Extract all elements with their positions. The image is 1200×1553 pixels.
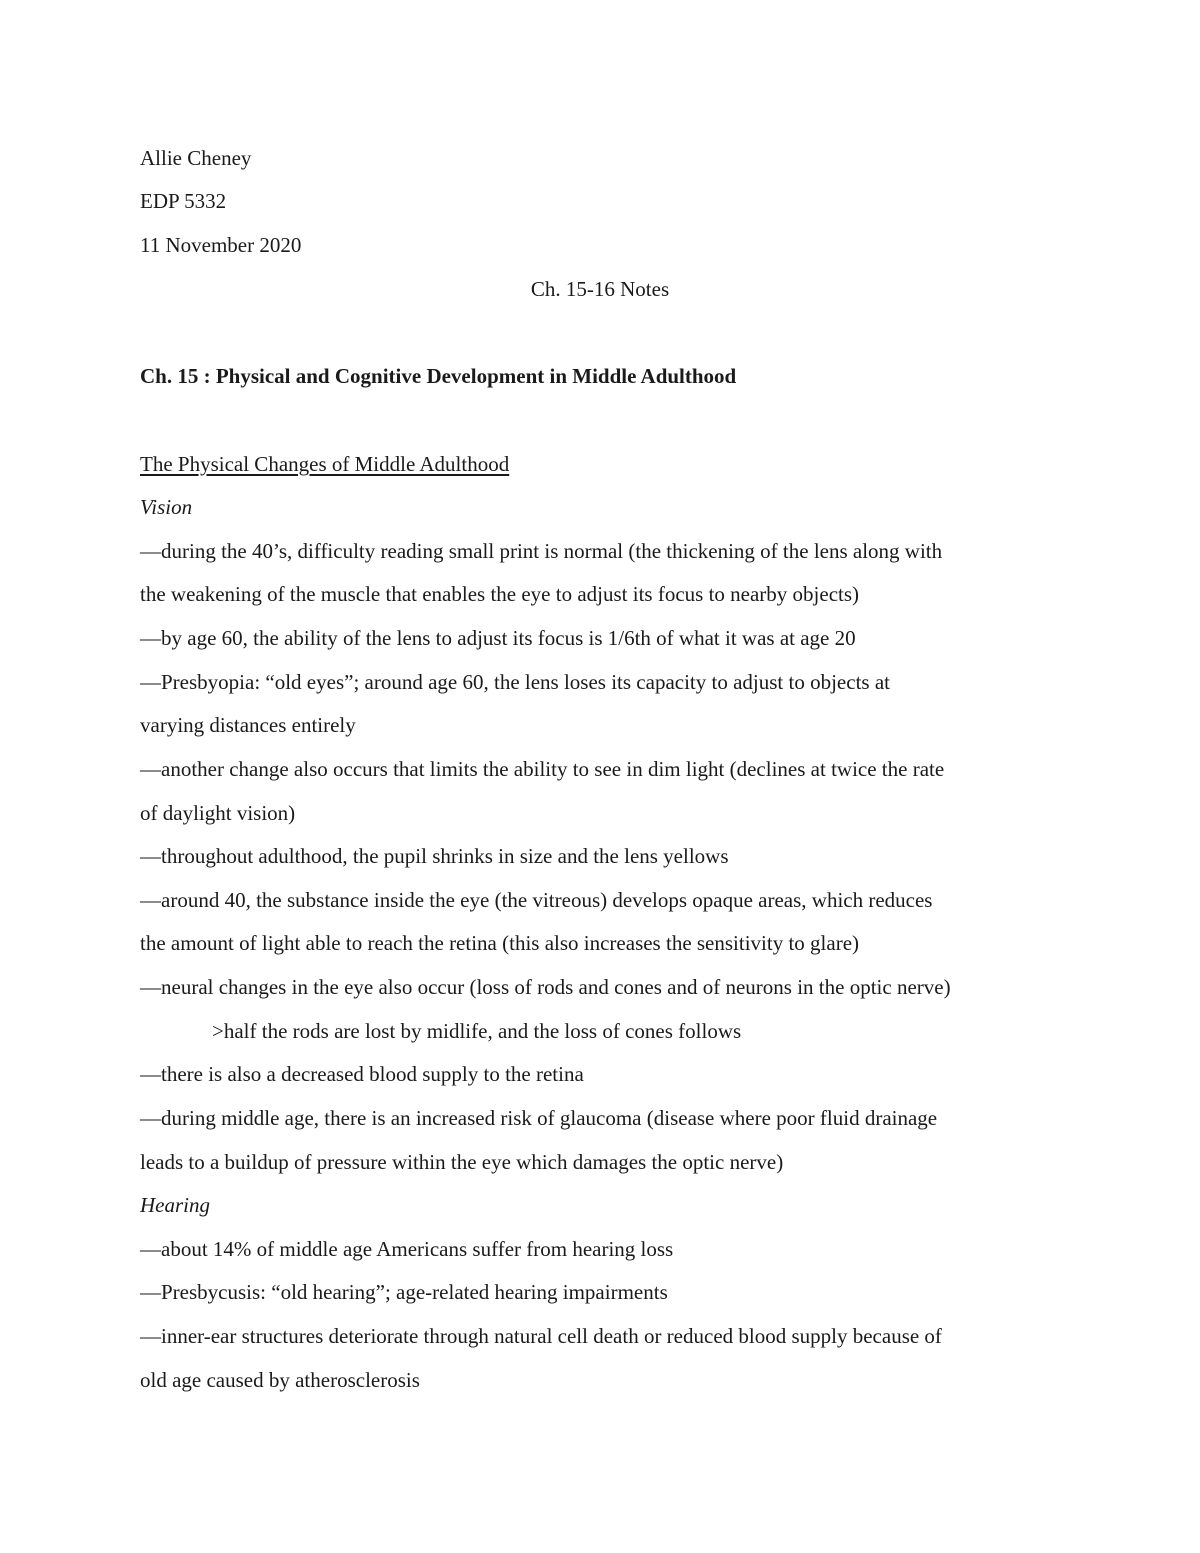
vision-line: —throughout adulthood, the pupil shrinks in size and the lens yellows: [140, 844, 729, 868]
vision-line: —there is also a decreased blood supply to the retina: [140, 1062, 584, 1086]
hearing-line: —about 14% of middle age Americans suffer from hearing loss: [140, 1237, 674, 1261]
vision-line: varying distances entirely: [140, 713, 356, 737]
hearing-line: old age caused by atherosclerosis: [140, 1368, 420, 1392]
author-name: Allie Cheney: [140, 146, 252, 170]
hearing-subheading: Hearing: [140, 1193, 210, 1217]
vision-line: the amount of light able to reach the retina (this also increases the sensitivity to glare): [140, 931, 860, 955]
document-date: 11 November 2020: [140, 233, 302, 257]
vision-line: of daylight vision): [140, 801, 296, 825]
vision-subpoint: >half the rods are lost by midlife, and the loss of cones follows: [212, 1019, 742, 1043]
vision-line: —during the 40’s, difficulty reading small print is normal (the thickening of the lens along with: [140, 539, 943, 563]
hearing-line: —Presbycusis: “old hearing”; age-related hearing impairments: [140, 1280, 668, 1304]
chapter-heading: Ch. 15 : Physical and Cognitive Development in Middle Adulthood: [140, 364, 737, 388]
vision-line: —during middle age, there is an increased risk of glaucoma (disease where poor fluid drainage: [140, 1106, 938, 1130]
vision-line: —Presbyopia: “old eyes”; around age 60, the lens loses its capacity to adjust to objects at: [140, 670, 890, 694]
vision-line: the weakening of the muscle that enables the eye to adjust its focus to nearby objects): [140, 582, 860, 606]
hearing-line: —inner-ear structures deteriorate through natural cell death or reduced blood supply because of: [140, 1324, 942, 1348]
vision-subheading: Vision: [140, 495, 193, 519]
document-title: Ch. 15-16 Notes: [530, 277, 670, 301]
vision-line: leads to a buildup of pressure within the eye which damages the optic nerve): [140, 1150, 784, 1174]
vision-line: —by age 60, the ability of the lens to adjust its focus is 1/6th of what it was at age 20: [140, 626, 856, 650]
vision-line: —another change also occurs that limits the ability to see in dim light (declines at twice the rate: [140, 757, 945, 781]
vision-line: —neural changes in the eye also occur (loss of rods and cones and of neurons in the optic nerve): [140, 975, 951, 999]
course-code: EDP 5332: [140, 189, 227, 213]
section-heading: The Physical Changes of Middle Adulthood: [140, 452, 510, 476]
vision-line: —around 40, the substance inside the eye (the vitreous) develops opaque areas, which reduces: [140, 888, 933, 912]
